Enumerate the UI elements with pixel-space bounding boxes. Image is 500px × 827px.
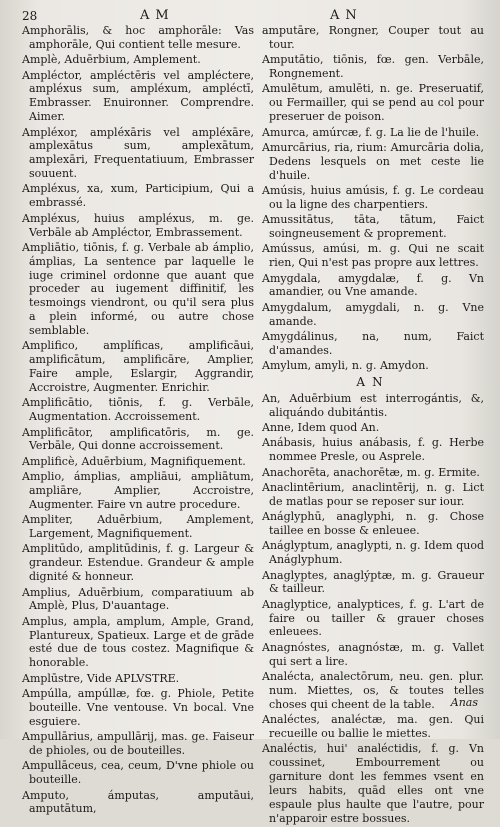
dictionary-entry: Amplitūdo, amplitūdinis, f. g. Largeur & grandeur. Estendue. Grandeur & ample dignité & honneur. <box>22 542 254 584</box>
dictionary-entry: Amygdalum, amygdali, n. g. Vne amande. <box>262 300 484 328</box>
dictionary-entry: Amputo, ámputas, amputāui, amputātum, <box>22 788 254 816</box>
dictionary-entry: Amygdálinus, na, num, Faict d'amandes. <box>262 330 484 357</box>
dictionary-entry: Amulētum, amulēti, n. ge. Preseruatif, ou Fermailler, qui se pend au col pour preseruer de poison. <box>262 82 484 124</box>
dictionary-entry: Ampléctor, ampléctēris vel ampléctere, ampléxus sum, ampléxum, ampléctī, Embrasser. Enuironner. Comprendre. Aimer. <box>22 68 254 124</box>
dictionary-entry: Amurca, amúrcæ, f. g. La lie de l'huile. <box>262 125 480 139</box>
dictionary-entry: Amplius, Aduērbium, comparatiuum ab Amplè, Plus, D'auantage. <box>22 585 254 613</box>
dictionary-entry: Ampullāceus, cea, ceum, D'vne phiole ou bouteille. <box>22 759 254 787</box>
dictionary-entry: Amplūstre, Vide APLVSTRE. <box>22 671 180 685</box>
dictionary-entry: Ampliātio, tiōnis, f. g. Verbale ab ámplio, ámplias, La sentence par laquelle le iuge criminel ordonne que auant que proceder au iugement diffinitif, les tesmoings viendront, ou qu'il sera plus a plein informé, ou autre chose semblable. <box>22 240 254 338</box>
dictionary-entry: Ampullārius, ampullārij, mas. ge. Faiseur de phioles, ou de bouteilles. <box>22 730 254 757</box>
dictionary-entry: Anne, Idem quod An. <box>262 420 380 434</box>
dictionary-entry: amputāre, Rongner, Couper tout au tour. <box>262 24 484 51</box>
dictionary-entry: Amplificātor, amplificatōris, m. ge. Verbāle, Qui donne accroissement. <box>22 425 254 453</box>
catchword: Anas <box>450 696 478 709</box>
dictionary-entry: Ampléxus, xa, xum, Participium, Qui a embrassé. <box>22 182 254 210</box>
dictionary-entry: Analéctis, hui' analéctidis, f. g. Vn coussinet, Embourrement ou garniture dont les femmes vsent en leurs habits, quād elles ont vne espaule plus haulte que l'autre, pour n'apparoir estre bossues. <box>262 742 484 825</box>
dictionary-entry: Amussitātus, tāta, tātum, Faict soingneusement & proprement. <box>262 213 484 241</box>
dictionary-entry: Ampléxus, huius ampléxus, m. ge. Verbāle ab Ampléctor, Embrassement. <box>22 211 254 239</box>
dictionary-entry: Anagnóstes, anagnóstæ, m. g. Vallet qui sert a lire. <box>262 640 484 668</box>
running-head-right: AN <box>330 8 363 23</box>
dictionary-entry: Amylum, amyli, n. g. Amydon. <box>262 359 429 373</box>
dictionary-entry: Anáglyptum, anaglypti, n. g. Idem quod Anáglyphum. <box>262 539 484 567</box>
dictionary-entry: Amurcārius, ria, rium: Amurcāria dolia, Dedens lesquels on met ceste lie d'huile. <box>262 140 484 182</box>
dictionary-entry: Ampúlla, ampúllæ, fœ. g. Phiole, Petite bouteille. Vne ventouse. Vn bocal. Vne esguiere. <box>22 687 254 728</box>
dictionary-entry: Amplus, ampla, amplum, Ample, Grand, Plantureux, Spatieux. Large et de grāde esté due de tous costez. Magnifique & honorable. <box>22 614 254 670</box>
dictionary-entry: Amputātio, tiōnis, fœ. gen. Verbāle, Rongnement. <box>262 53 484 81</box>
page-number: 28 <box>22 9 38 23</box>
dictionary-entry: Ampléxor, ampléxāris vel ampléxāre, amplexātus sum, amplexātum, amplexāri, Frequentatiuum, Embrasser souuent. <box>22 125 254 181</box>
dictionary-entry: Amplifico, amplíficas, amplificāui, amplificātum, amplificāre, Amplier, Faire ample, Eslargir, Aggrandir, Accroistre, Augmenter. Enrichir. <box>22 339 254 394</box>
dictionary-entry: Anaglyptice, analyptices, f. g. L'art de faire ou tailler & grauer choses enleuees. <box>262 597 484 639</box>
section-heading: AN <box>356 374 390 389</box>
dictionary-entry: Amygdala, amygdalæ, f. g. Vn amandier, ou Vne amande. <box>262 271 484 299</box>
dictionary-entry: An, Aduērbium est interrogántis, &, aliquándo dubitántis. <box>262 391 484 419</box>
dictionary-entry: Amplificè, Aduērbium, Magnifiquement. <box>22 454 246 468</box>
dictionary-entry: Amúsis, huius amúsis, f. g. Le cordeau ou la ligne des charpentiers. <box>262 183 484 211</box>
dictionary-entry: Amphorālis, & hoc amphorāle: Vas amphorāle, Qui contient telle mesure. <box>22 24 254 51</box>
dictionary-entry: Amplio, ámplias, ampliāui, ampliātum, ampliāre, Amplier, Accroistre, Augmenter. Faire vn autre procedure. <box>22 470 254 511</box>
dictionary-entry: Amplificātio, tiōnis, f. g. Verbāle, Augmentation. Accroissement. <box>22 396 254 424</box>
dictionary-entry: Anaglyptes, anaglýptæ, m. g. Graueur & tailleur. <box>262 568 484 596</box>
dictionary-entry: Analéctes, analéctæ, ma. gen. Qui recueille ou ballie le miettes. <box>262 713 484 740</box>
dictionary-entry: Ampliter, Aduērbium, Amplement, Largement, Magnifiquement. <box>22 513 254 541</box>
dictionary-entry: Anachorēta, anachorētæ, m. g. Ermite. <box>262 465 480 479</box>
dictionary-entry: Anábasis, huius anábasis, f. g. Herbe nommee Presle, ou Asprele. <box>262 436 484 464</box>
dictionary-entry: Anáglyphū, anaglyphi, n. g. Chose taillee en bosse & enleuee. <box>262 510 484 537</box>
dictionary-entry: Amplè, Aduērbium, Amplement. <box>22 53 201 67</box>
dictionary-entry: Amússus, amúsi, m. g. Qui ne scait rien, Qui n'est pas propre aux lettres. <box>262 242 484 270</box>
dictionary-entry: Analécta, analectōrum, neu. gen. plur. num. Miettes, os, & toutes telles choses qui cheent de la table. <box>262 670 484 711</box>
running-head-left: AM <box>140 8 175 23</box>
dictionary-entry: Anaclintērium, anaclintērij, n. g. Lict de matlas pour se reposer sur iour. <box>262 480 484 508</box>
left-column <box>22 24 254 818</box>
